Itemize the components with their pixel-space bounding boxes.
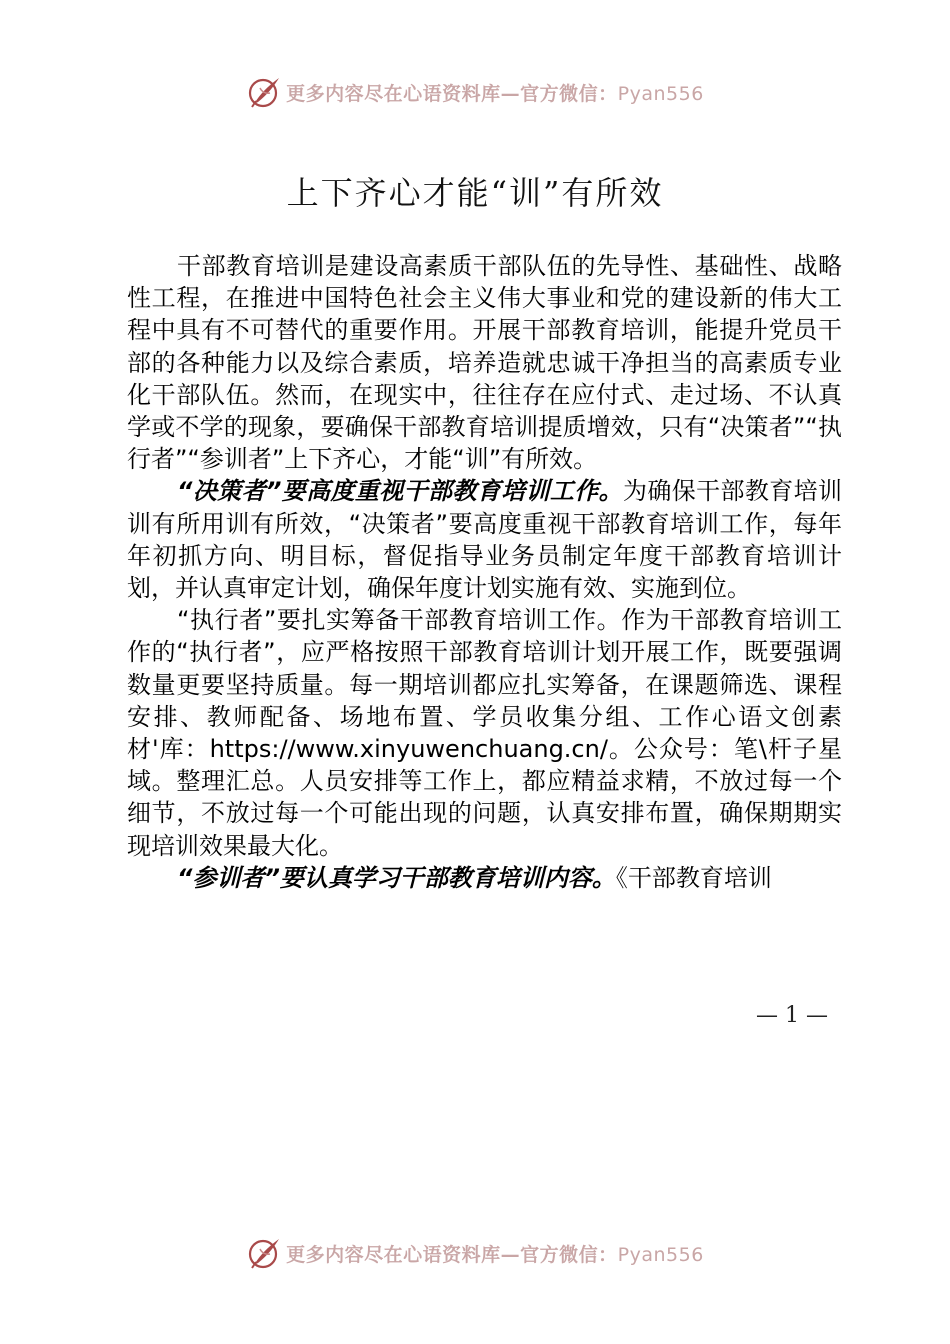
paragraph-trainees-text: 《干部教育培训	[615, 863, 772, 892]
paragraph-decision-makers	[127, 475, 842, 604]
paragraph-intro-text: 干部教育培训是建设高素质干部队伍的先导性、基础性、战略性工程，在推进中国特色社会主义伟大事业和党的建设新的伟大工程中具有不可替代的重要作用。开展干部教育培训，能提升党员干部的各种能力以及综合素质，培养造就忠诚干净担当的高素质专业化干部队伍。然而，在现实中，往往存在应付式、走过场、不认真学或不学的现象，要确保干部教育培训提质增效，只有“决策者”“执行者”“参训者”上下齐心，才能“训”有所效。	[127, 252, 842, 474]
paragraph-executors	[127, 604, 842, 862]
paragraph-decision-makers-text: 为确保干部教育培训训有所用训有所效，“决策者”要高度重视干部教育培训工作，每年年初抓方向、明目标，督促指导业务员制定年度干部教育培训计划，并认真审定计划，确保年度计划实施有效、实施到位。	[127, 477, 843, 603]
paragraph-trainees-heading: “参训者”要认真学习干部教育培训内容。	[177, 863, 616, 892]
paragraph-intro	[127, 250, 842, 475]
document-title: 上下齐心才能“训”有所效	[286, 174, 664, 212]
document-body	[127, 250, 842, 894]
quill-logo-icon	[246, 1235, 282, 1271]
watermark-text: 更多内容尽在心语资料库—官方微信：Pyan556	[286, 1243, 704, 1266]
page-number: — 1 —	[756, 1003, 828, 1028]
watermark-handle: Pyan556	[617, 82, 704, 105]
watermark-top	[0, 72, 950, 112]
paragraph-executors-text: “执行者”要扎实筹备干部教育培训工作。作为干部教育培训工作的“执行者”，应严格按照干部教育培训计划开展工作，既要强调数量更要坚持质量。每一期培训都应扎实筹备，在课题筛选、课程安排、教师配备、场地布置、学员收集分组、工作心语文创素材'库：https://www.xinyuwenchuang.cn/。公众号：笔\杆子星域。整理汇总。人员安排等工作上，都应精益求精，不放过每一个细节，不放过每一个可能出现的问题，认真安排布置，确保期期实现培训效果最大化。	[127, 606, 842, 860]
paragraph-decision-makers-heading: “决策者”要高度重视干部教育培训工作。	[177, 477, 624, 506]
quill-logo-icon	[246, 74, 282, 110]
watermark-bottom	[0, 1233, 950, 1273]
watermark-handle: Pyan556	[617, 1243, 704, 1266]
paragraph-trainees	[127, 862, 842, 894]
watermark-text: 更多内容尽在心语资料库—官方微信：Pyan556	[286, 82, 704, 105]
